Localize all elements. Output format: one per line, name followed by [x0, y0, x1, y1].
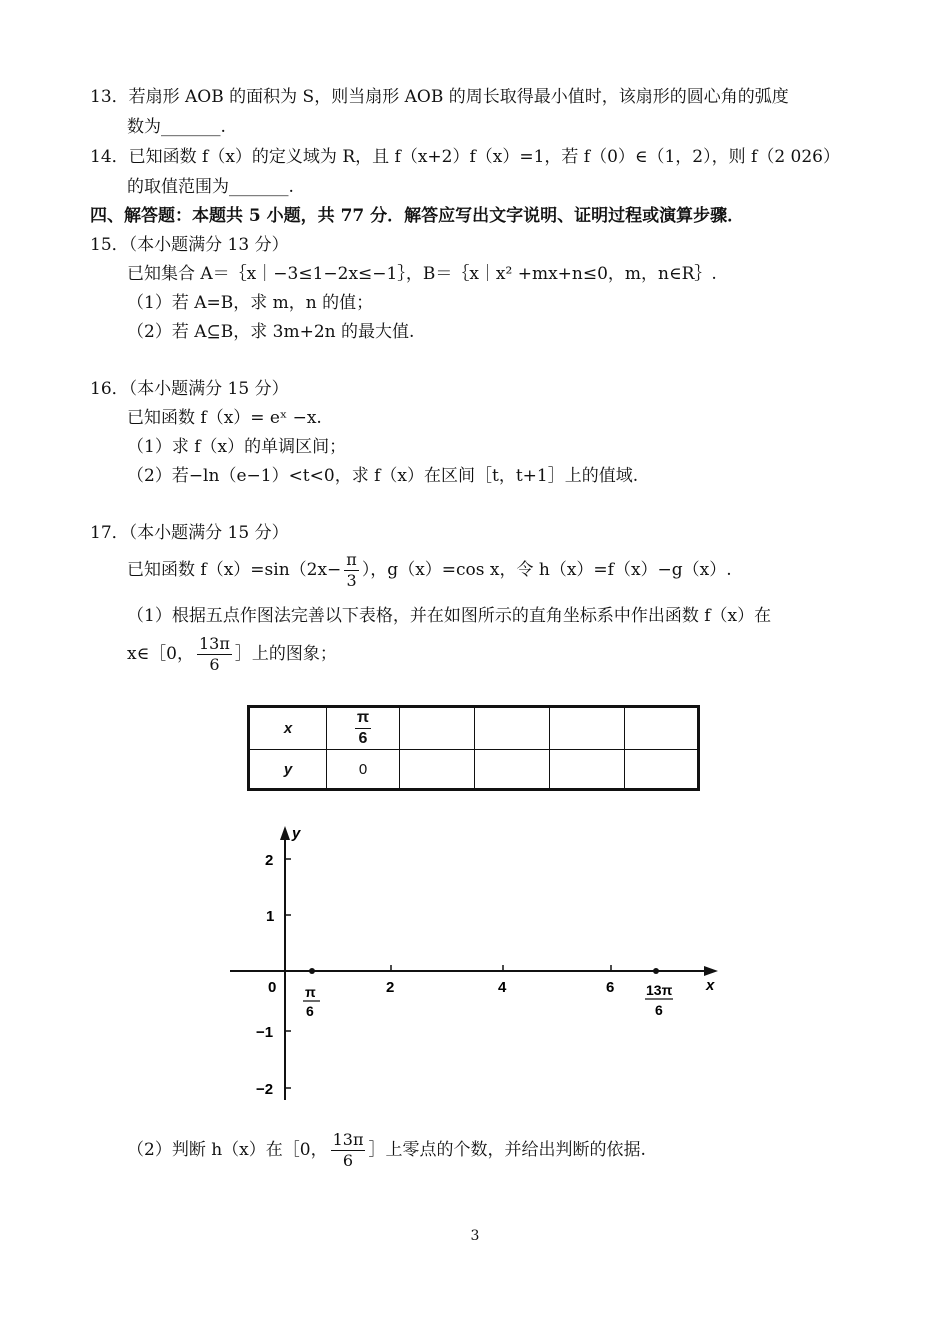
q14-line2: 的取值范围为_______. [127, 177, 294, 197]
thirteen-pi-over-6-fraction: $\frac{13\pi}{6}$ [332, 1130, 364, 1170]
pi-over-6-den: 6 [306, 1003, 314, 1019]
q16-stem: 已知函数 f（x）= eˣ −x. [127, 408, 322, 428]
q16-part2: （2）若−ln（e−1）<t<0，求 f（x）在区间［t，t+1］上的值域. [127, 466, 639, 486]
q15-stem: 已知集合 A＝｛x｜−3≤1−2x≤−1｝，B＝｛x｜x² +mx+n≤0，m，n∈R｝. [127, 264, 717, 284]
q17-part1-line1: （1）根据五点作图法完善以下表格，并在如图所示的直角坐标系中作出函数 f（x）在 [127, 606, 772, 626]
x-tick-label: 6 [606, 979, 615, 996]
q16-header: 16．（本小题满分 15 分） [90, 379, 289, 399]
thirteen-pi-over-6-point [653, 968, 659, 974]
x-tick-label: 2 [386, 979, 395, 996]
q14-line1: 14．已知函数 f（x）的定义域为 R，且 f（x+2）f（x）=1，若 f（0）∈（1，2），则 f（2 026） [90, 147, 840, 167]
q17-stem-a: 已知函数 f（x）=sin（2x− [127, 560, 342, 580]
y-tick-label: 2 [265, 852, 274, 869]
thirteen-pi-over-6-den: 6 [655, 1002, 663, 1018]
q17-header: 17．（本小题满分 15 分） [90, 523, 289, 543]
table-x-first: $\frac{\pi}{6}$ [327, 707, 400, 750]
q15-part2: （2）若 A⊆B，求 3m+2n 的最大值. [127, 322, 415, 342]
pi-over-6-num: π [305, 984, 316, 1000]
q17-part1-line2: x∈［0， $\frac{13\pi}{6}$ ］上的图象； [127, 634, 337, 674]
table-x-label: x [249, 707, 327, 750]
x-tick-label: 4 [498, 979, 507, 996]
y-tick-label: 1 [266, 908, 275, 925]
q13-line2: 数为_______. [127, 117, 226, 137]
x-axis-arrow-icon [704, 966, 718, 976]
thirteen-pi-over-6-num: 13π [646, 982, 673, 998]
y-axis-arrow-icon [280, 826, 290, 840]
q13-line1: 13．若扇形 AOB 的面积为 S，则当扇形 AOB 的周长取得最小值时，该扇形的圆心角的弧度 [90, 87, 789, 107]
q15-part1: （1）若 A=B，求 m，n 的值； [127, 293, 374, 313]
origin-label: 0 [268, 979, 277, 996]
pi-over-6-point [309, 968, 315, 974]
table-y-label: y [249, 750, 327, 790]
y-axis-label: y [292, 825, 301, 842]
page-number: 3 [470, 1228, 480, 1244]
q15-header: 15．（本小题满分 13 分） [90, 235, 289, 255]
y-tick-label: −1 [256, 1024, 274, 1041]
q16-part1: （1）求 f（x）的单调区间； [127, 437, 347, 457]
q17-stem-b: ），g（x）=cos x，令 h（x）=f（x）−g（x）. [361, 560, 732, 580]
q17-part2: （2）判断 h（x）在［0， $\frac{13\pi}{6}$ ］上零点的个数，并给出判断的依据. [127, 1130, 646, 1170]
pi-over-3-fraction: $\frac{\pi}{3}$ [346, 550, 357, 590]
x-axis-label: x [706, 977, 715, 994]
section-heading: 四、解答题：本题共 5 小题，共 77 分．解答应写出文字说明、证明过程或演算步骤． [90, 206, 745, 226]
y-tick-label: −2 [256, 1081, 274, 1098]
thirteen-pi-over-6-fraction: $\frac{13\pi}{6}$ [199, 634, 230, 674]
table-y-first: 0 [327, 750, 400, 790]
